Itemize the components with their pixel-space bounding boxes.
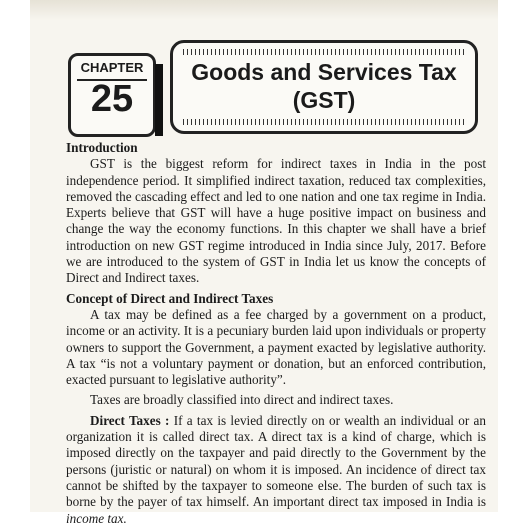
page-content [66, 140, 486, 527]
chapter-label: CHAPTER [80, 60, 144, 75]
book-page [30, 0, 498, 526]
chapter-number: 25 [90, 78, 134, 120]
intro-heading: Introduction [66, 140, 138, 155]
chapter-subtitle: (GST) [292, 87, 356, 113]
banner-hatch-bottom [183, 119, 465, 125]
direct-tax-example: income tax. [66, 510, 127, 526]
chapter-connector-bar [155, 64, 163, 136]
chapter-title: Goods and Services Tax [191, 59, 457, 85]
previous-page-bleed [30, 0, 498, 20]
title-banner [170, 40, 478, 134]
classification-paragraph: Taxes are broadly classified into direct and indirect taxes. [90, 392, 394, 408]
concept-heading: Concept of Direct and Indirect Taxes [66, 290, 274, 306]
intro-paragraph: GST is the biggest reform for indirect taxes in India in the post independence period. It simplified indirect taxation, reduced tax complexities, removed the cascading effect and led to one nation and one tax regime in India. Experts believe that GST will have a huge positive impact on business and change the way the economy functions. In this chapter we shall have a brief introduction on new GST regime introduced in India since July, 2017. Before we are introduced to the system of GST in India let us know the concepts of Direct and Indirect taxes. [66, 156, 486, 286]
direct-tax-text: If a tax is levied directly on or wealth an individual or an organization it is called direct tax. A direct tax is a kind of charge, which is imposed directly on the taxpayer and paid directly to the Government by the persons (juristic or natural) on whom it is imposed. An incidence of direct tax cannot be shifted by the taxpayer to someone else. The burden of such tax is borne by the payer of tax himself. An important direct tax imposed in India is [66, 412, 486, 510]
concept-paragraph: A tax may be defined as a fee charged by a government on a product, income or an activity. It is a pecuniary burden laid upon individuals or property owners to support the Government, a payment exacted by legislative authority. A tax “is not a voluntary payment or donation, but an enforced contribution, exacted pursuant to legislative authority”. [66, 306, 486, 388]
direct-tax-paragraph [66, 413, 486, 527]
banner-hatch-top [183, 49, 465, 55]
direct-tax-term: Direct Taxes : [90, 412, 170, 428]
chapter-box [68, 53, 156, 137]
